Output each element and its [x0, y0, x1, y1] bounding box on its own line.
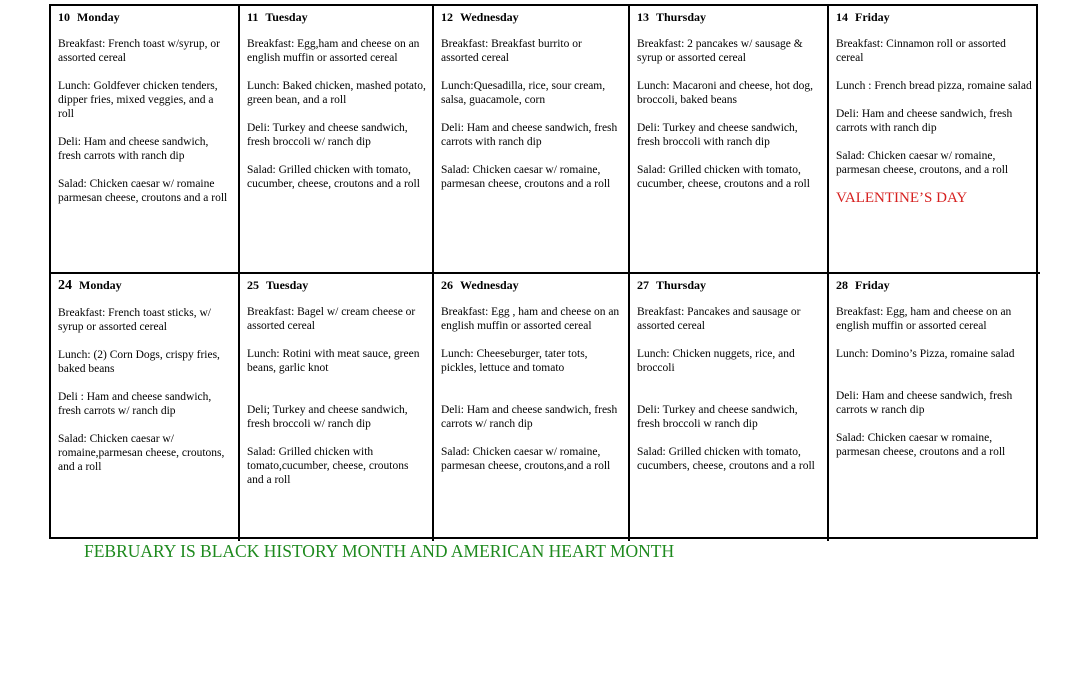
- day-header: [247, 10, 426, 24]
- day-cell-27-thursday: [630, 274, 829, 541]
- breakfast-item: Breakfast: French toast sticks, w/ syrup or assorted cereal: [58, 307, 211, 333]
- salad-item: Salad: Chicken caesar w/ romaine, parmesan cheese, croutons,and a roll: [441, 446, 611, 472]
- day-number: 24: [58, 278, 72, 293]
- salad-item: Salad: Chicken caesar w/ romaine parmesan cheese, croutons and a roll: [58, 178, 228, 204]
- deli-item: Deli: Turkey and cheese sandwich, fresh broccoli w/ ranch dip: [247, 122, 408, 148]
- salad-item: Salad: Chicken caesar w/ romaine, parmesan cheese, croutons, and a roll: [836, 150, 1009, 176]
- lunch-item: Lunch : French bread pizza, romaine salad: [836, 80, 1032, 92]
- day-name: Friday: [855, 278, 890, 292]
- day-header: [836, 278, 1034, 292]
- lunch-item: Lunch: Goldfever chicken tenders, dipper fries, mixed veggies, and a roll: [58, 80, 218, 120]
- day-number: 11: [247, 10, 259, 24]
- day-cell-25-tuesday: [240, 274, 434, 541]
- day-number: 28: [836, 278, 848, 292]
- day-name: Thursday: [656, 278, 707, 292]
- deli-item: Deli; Turkey and cheese sandwich, fresh broccoli w/ ranch dip: [247, 404, 408, 430]
- salad-item: Salad: Chicken caesar w/ romaine,parmesan cheese, croutons, and a roll: [58, 433, 225, 473]
- day-name: Wednesday: [460, 278, 519, 292]
- breakfast-item: Breakfast: Bagel w/ cream cheese or assorted cereal: [247, 306, 416, 332]
- lunch-item: Lunch: Baked chicken, mashed potato, green bean, and a roll: [247, 80, 426, 106]
- lunch-item: Lunch: Chicken nuggets, rice, and broccoli: [637, 348, 795, 374]
- day-name: Tuesday: [266, 278, 309, 292]
- breakfast-item: Breakfast: Pancakes and sausage or assorted cereal: [637, 306, 801, 332]
- day-cell-12-wednesday: [434, 6, 630, 274]
- day-number: 12: [441, 10, 453, 24]
- salad-item: Salad: Chicken caesar w/ romaine, parmesan cheese, croutons and a roll: [441, 164, 611, 190]
- day-cell-13-thursday: [630, 6, 829, 274]
- day-header: [58, 278, 232, 293]
- day-number: 25: [247, 278, 259, 292]
- day-name: Thursday: [656, 10, 707, 24]
- lunch-item: Lunch: Macaroni and cheese, hot dog, broccoli, baked beans: [637, 80, 813, 106]
- breakfast-item: Breakfast: Breakfast burrito or assorted cereal: [441, 38, 582, 64]
- breakfast-item: Breakfast: Egg,ham and cheese on an english muffin or assorted cereal: [247, 38, 420, 64]
- breakfast-item: Breakfast: French toast w/syrup, or assorted cereal: [58, 38, 220, 64]
- day-header: [247, 278, 426, 292]
- deli-item: Deli: Ham and cheese sandwich, fresh carrots w ranch dip: [836, 390, 1013, 416]
- deli-item: Deli: Ham and cheese sandwich, fresh carrots with ranch dip: [836, 108, 1013, 134]
- day-cell-14-friday: [829, 6, 1040, 274]
- salad-item: Salad: Grilled chicken with tomato, cucumber, cheese, croutons and a roll: [247, 164, 420, 190]
- day-name: Monday: [79, 278, 122, 292]
- deli-item: Deli: Ham and cheese sandwich, fresh carrots with ranch dip: [58, 136, 209, 162]
- day-number: 27: [637, 278, 649, 292]
- day-header: [58, 10, 232, 24]
- salad-item: Salad: Chicken caesar w romaine, parmesan cheese, croutons and a roll: [836, 432, 1006, 458]
- lunch-item: Lunch:Quesadilla, rice, sour cream, salsa, guacamole, corn: [441, 80, 606, 106]
- breakfast-item: Breakfast: Cinnamon roll or assorted cereal: [836, 38, 1006, 64]
- month-observance-banner: FEBRUARY IS BLACK HISTORY MONTH AND AMERICAN HEART MONTH: [84, 541, 675, 561]
- day-header: [836, 10, 1034, 24]
- day-number: 10: [58, 10, 70, 24]
- deli-item: Deli : Ham and cheese sandwich, fresh carrots w/ ranch dip: [58, 391, 212, 417]
- day-header: [637, 10, 821, 24]
- day-cell-26-wednesday: [434, 274, 630, 541]
- deli-item: Deli: Turkey and cheese sandwich, fresh broccoli w ranch dip: [637, 404, 798, 430]
- day-cell-10-monday: [51, 6, 240, 274]
- breakfast-item: Breakfast: 2 pancakes w/ sausage & syrup or assorted cereal: [637, 38, 803, 64]
- day-name: Friday: [855, 10, 890, 24]
- day-header: [637, 278, 821, 292]
- breakfast-item: Breakfast: Egg, ham and cheese on an english muffin or assorted cereal: [836, 306, 1012, 332]
- day-number: 14: [836, 10, 848, 24]
- lunch-item: Lunch: Rotini with meat sauce, green beans, garlic knot: [247, 348, 420, 374]
- day-name: Wednesday: [460, 10, 519, 24]
- deli-item: Deli: Turkey and cheese sandwich, fresh broccoli with ranch dip: [637, 122, 798, 148]
- lunch-item: Lunch: Domino’s Pizza, romaine salad: [836, 348, 1015, 360]
- salad-item: Salad: Grilled chicken with tomato, cucumber, cheese, croutons and a roll: [637, 164, 810, 190]
- day-cell-24-monday: [51, 274, 240, 541]
- lunch-item: Lunch: Cheeseburger, tater tots, pickles, lettuce and tomato: [441, 348, 588, 374]
- deli-item: Deli: Ham and cheese sandwich, fresh carrots w/ ranch dip: [441, 404, 618, 430]
- day-header: [441, 278, 622, 292]
- deli-item: Deli: Ham and cheese sandwich, fresh carrots with ranch dip: [441, 122, 618, 148]
- day-cell-28-friday: [829, 274, 1040, 541]
- valentines-day-note: VALENTINE’S DAY: [836, 190, 968, 206]
- day-number: 13: [637, 10, 649, 24]
- salad-item: Salad: Grilled chicken with tomato,cucumber, cheese, croutons and a roll: [247, 446, 409, 486]
- day-name: Tuesday: [265, 10, 308, 24]
- day-cell-11-tuesday: [240, 6, 434, 274]
- lunch-item: Lunch: (2) Corn Dogs, crispy fries, baked beans: [58, 349, 220, 375]
- lunch-menu-calendar: [49, 4, 1038, 539]
- salad-item: Salad: Grilled chicken with tomato, cucumbers, cheese, croutons and a roll: [637, 446, 815, 472]
- day-name: Monday: [77, 10, 120, 24]
- breakfast-item: Breakfast: Egg , ham and cheese on an english muffin or assorted cereal: [441, 306, 620, 332]
- day-header: [441, 10, 622, 24]
- day-number: 26: [441, 278, 453, 292]
